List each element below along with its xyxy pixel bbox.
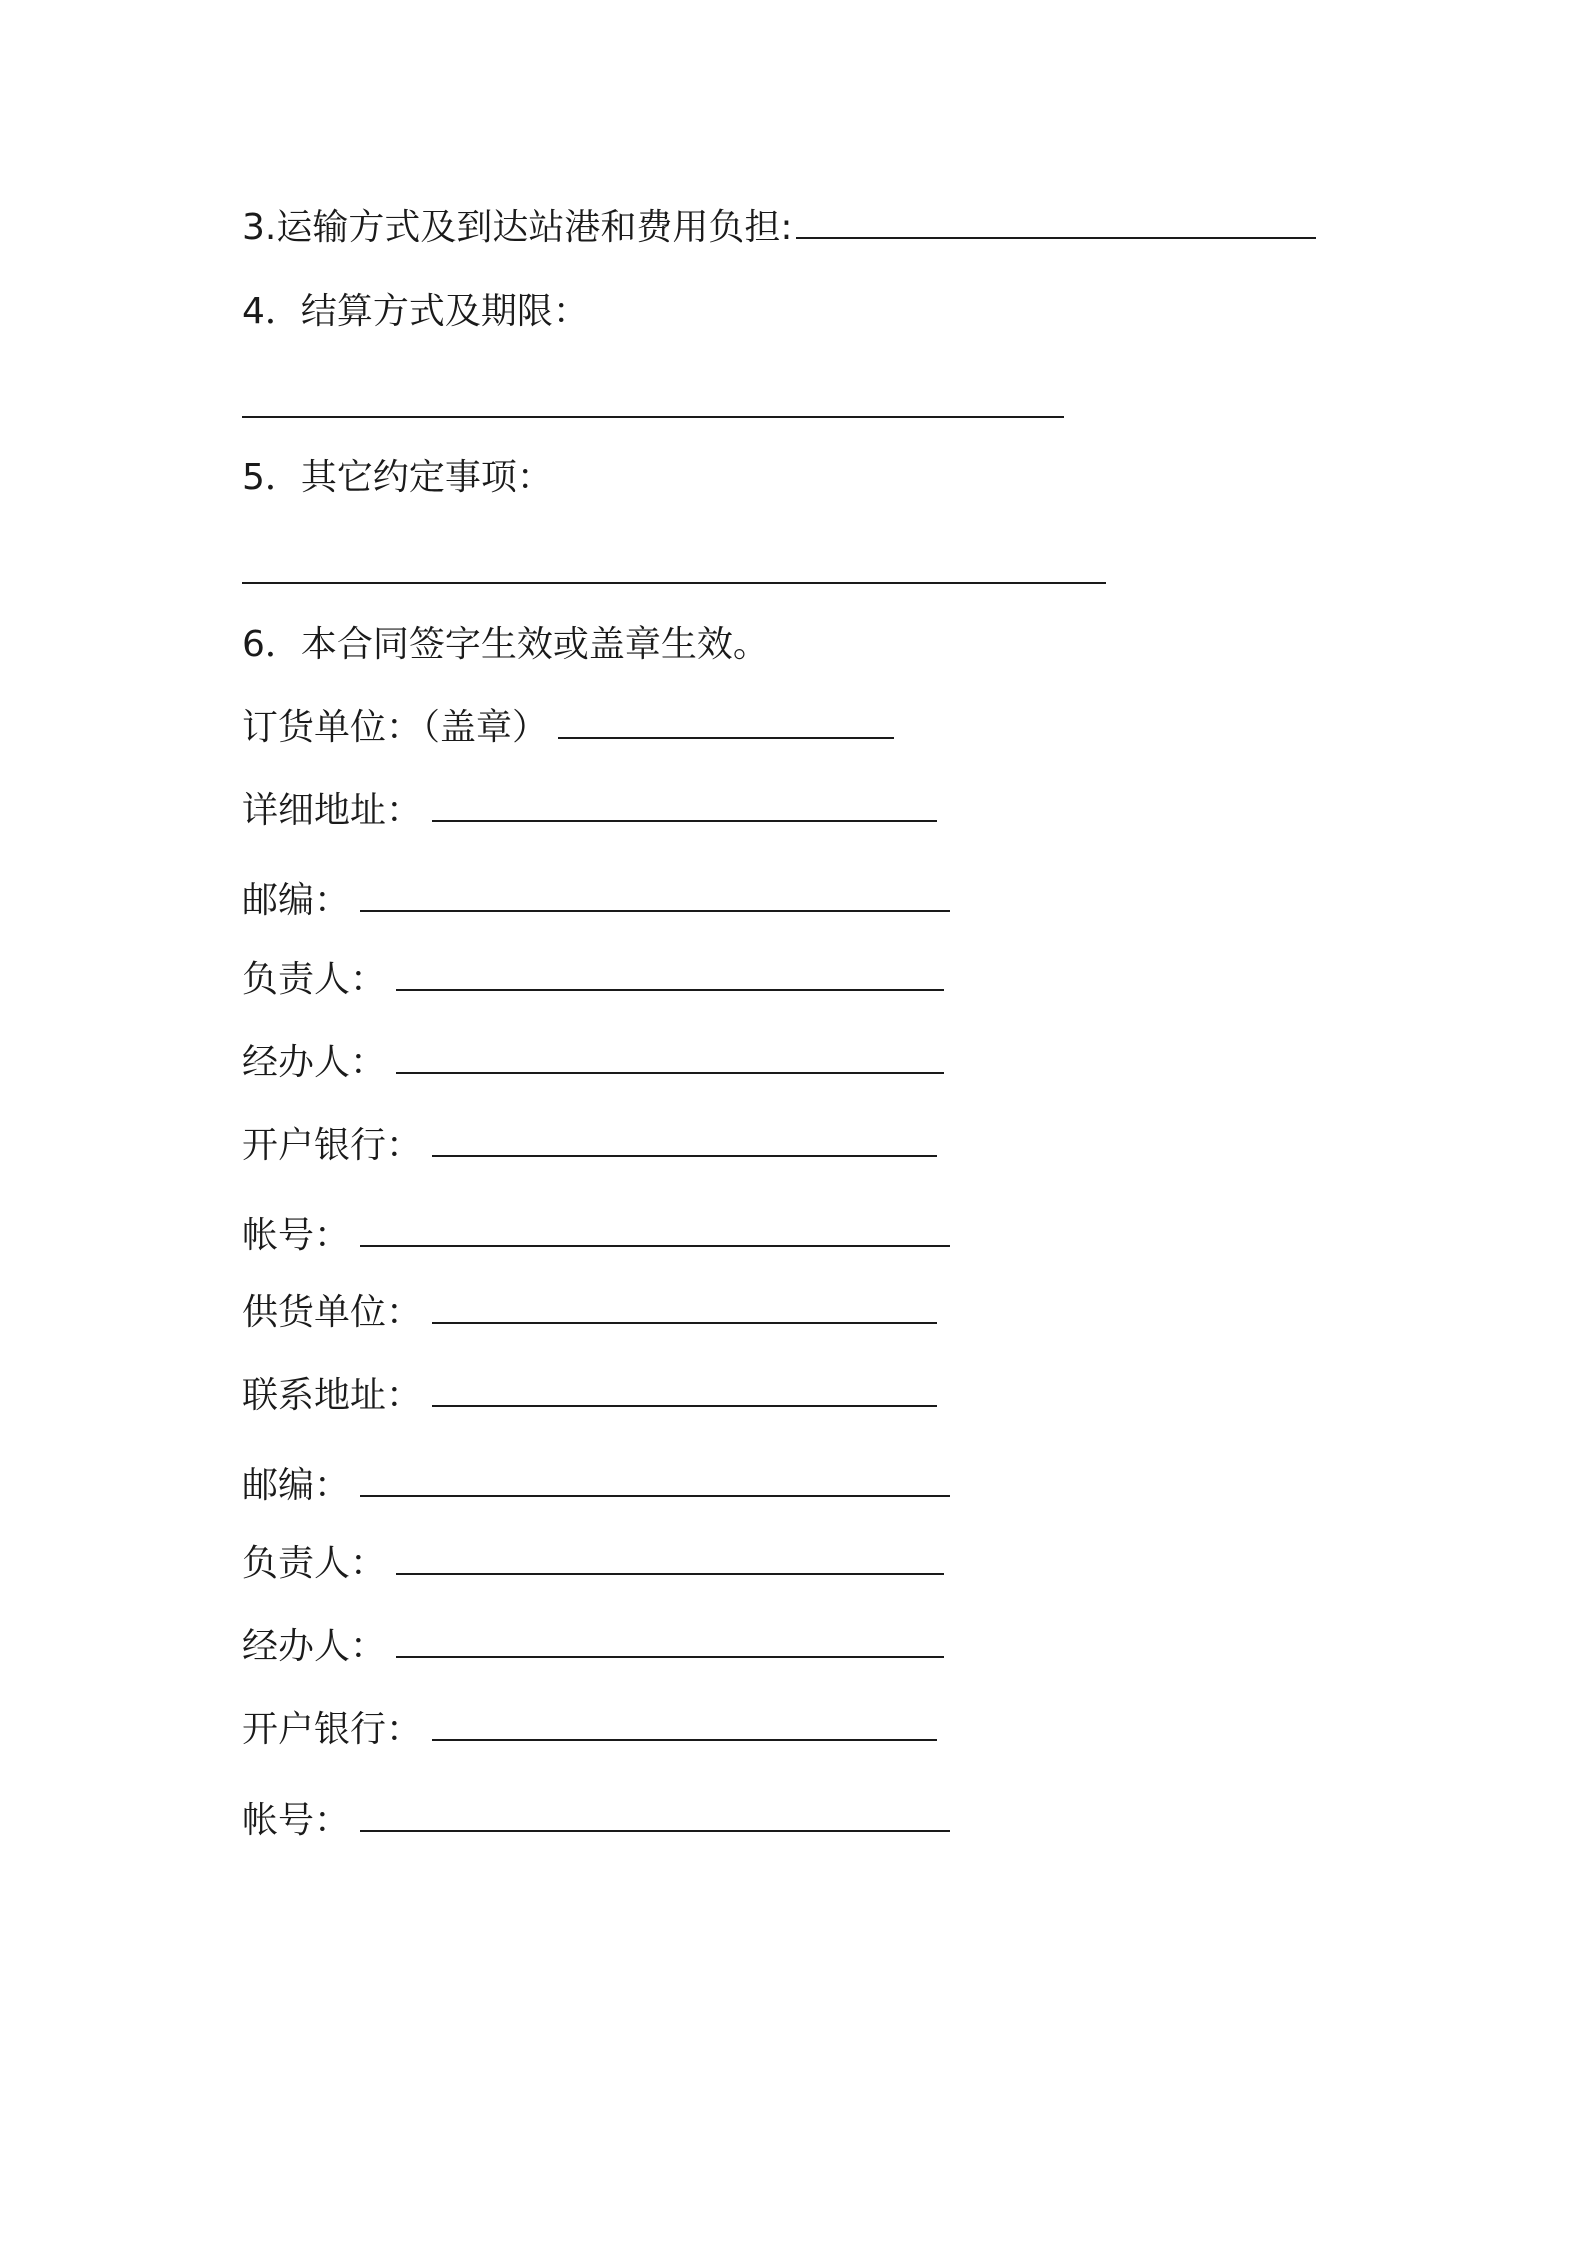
supplier-address-label: 联系地址： [242, 1375, 423, 1416]
supplier-postcode-blank [360, 1465, 950, 1497]
supplier-bank [242, 1705, 937, 1755]
supplier-postcode-label: 邮编： [242, 1465, 351, 1506]
supplier-principal-label: 负责人： [242, 1543, 387, 1584]
buyer-unit-blank [558, 707, 894, 739]
supplier-address-blank [432, 1375, 937, 1407]
buyer-address [242, 786, 937, 836]
item-transport-label: 3.运输方式及到达站港和费用负担: [242, 207, 793, 248]
transport-blank [796, 207, 1316, 239]
other-blank [242, 582, 1106, 584]
supplier-postcode [242, 1461, 950, 1511]
buyer-bank-label: 开户银行： [242, 1125, 423, 1166]
supplier-unit [242, 1288, 937, 1338]
buyer-principal [242, 955, 944, 1005]
supplier-account-label: 帐号： [242, 1800, 351, 1841]
buyer-principal-label: 负责人： [242, 959, 387, 1000]
supplier-principal [242, 1539, 944, 1589]
settlement-blank [242, 416, 1064, 418]
item-transport [242, 203, 1316, 253]
buyer-postcode-blank [360, 880, 950, 912]
buyer-handler-label: 经办人： [242, 1042, 387, 1083]
buyer-unit [242, 703, 894, 753]
buyer-bank [242, 1121, 937, 1171]
buyer-handler-blank [396, 1042, 944, 1074]
supplier-account [242, 1796, 950, 1846]
buyer-postcode [242, 876, 950, 926]
supplier-account-blank [360, 1800, 950, 1832]
buyer-account [242, 1211, 950, 1261]
item-effective [242, 620, 769, 670]
supplier-bank-blank [432, 1709, 937, 1741]
buyer-account-label: 帐号： [242, 1215, 351, 1256]
buyer-postcode-label: 邮编： [242, 880, 351, 921]
item-other [242, 453, 553, 503]
buyer-handler [242, 1038, 944, 1088]
buyer-account-blank [360, 1215, 950, 1247]
supplier-handler-label: 经办人： [242, 1626, 387, 1667]
item-settlement [242, 287, 589, 337]
supplier-address [242, 1371, 937, 1421]
item-settlement-label: 4．结算方式及期限： [242, 291, 589, 332]
buyer-address-blank [432, 790, 937, 822]
buyer-address-label: 详细地址： [242, 790, 423, 831]
supplier-principal-blank [396, 1543, 944, 1575]
item-effective-label: 6．本合同签字生效或盖章生效。 [242, 624, 769, 665]
buyer-unit-label: 订货单位：（盖章） [242, 707, 549, 748]
supplier-handler [242, 1622, 944, 1672]
buyer-principal-blank [396, 959, 944, 991]
supplier-unit-label: 供货单位： [242, 1292, 423, 1333]
supplier-bank-label: 开户银行： [242, 1709, 423, 1750]
supplier-handler-blank [396, 1626, 944, 1658]
supplier-unit-blank [432, 1292, 937, 1324]
item-other-label: 5．其它约定事项： [242, 457, 553, 498]
buyer-bank-blank [432, 1125, 937, 1157]
